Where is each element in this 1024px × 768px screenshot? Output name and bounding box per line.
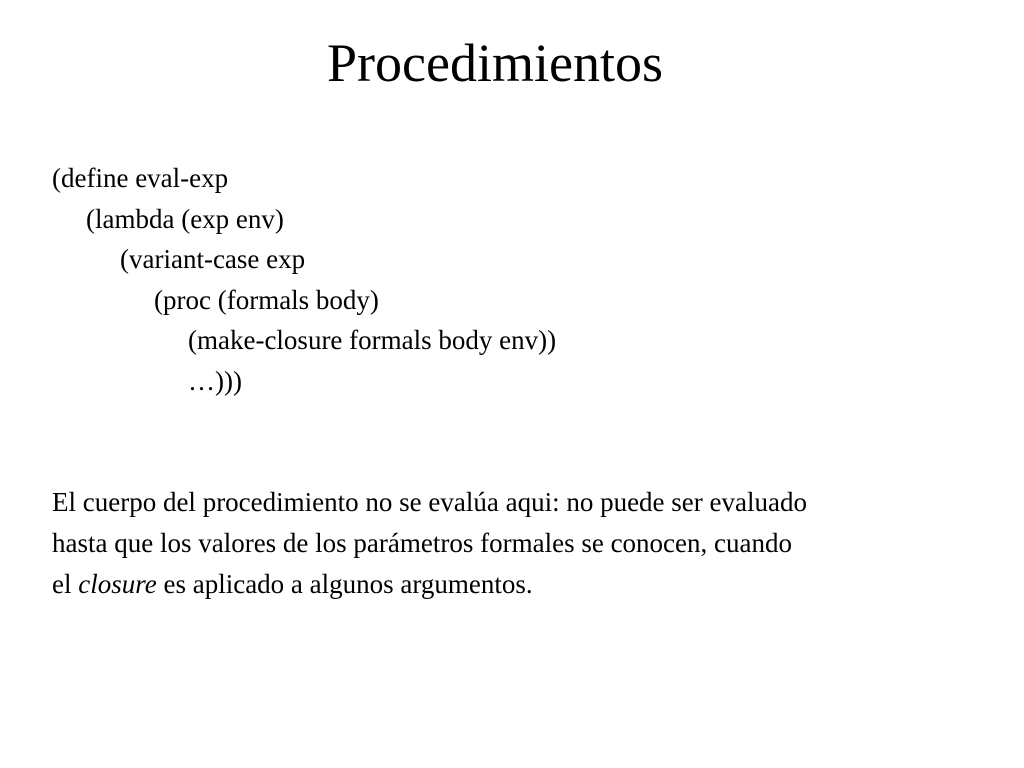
paragraph-line-3-start: el	[52, 569, 79, 599]
paragraph-line-1: El cuerpo del procedimiento no se evalúa aqui: no puede ser evaluado	[52, 487, 807, 517]
code-line: (define eval-exp	[52, 163, 229, 193]
code-line: (lambda (exp env)	[86, 203, 284, 234]
code-line: (variant-case exp	[120, 244, 306, 275]
code-line: …)))	[188, 365, 242, 396]
code-block	[52, 158, 556, 402]
paragraph-line-3-end: es aplicado a algunos argumentos.	[156, 569, 533, 599]
code-line: (make-closure formals body env))	[188, 325, 557, 356]
slide-title: Procedimientos	[327, 33, 663, 93]
explanation-paragraph	[52, 482, 1017, 605]
code-line: (proc (formals body)	[154, 284, 379, 315]
paragraph-line-2: hasta que los valores de los parámetros formales se conocen, cuando	[52, 528, 792, 558]
closure-term: closure	[78, 569, 157, 599]
